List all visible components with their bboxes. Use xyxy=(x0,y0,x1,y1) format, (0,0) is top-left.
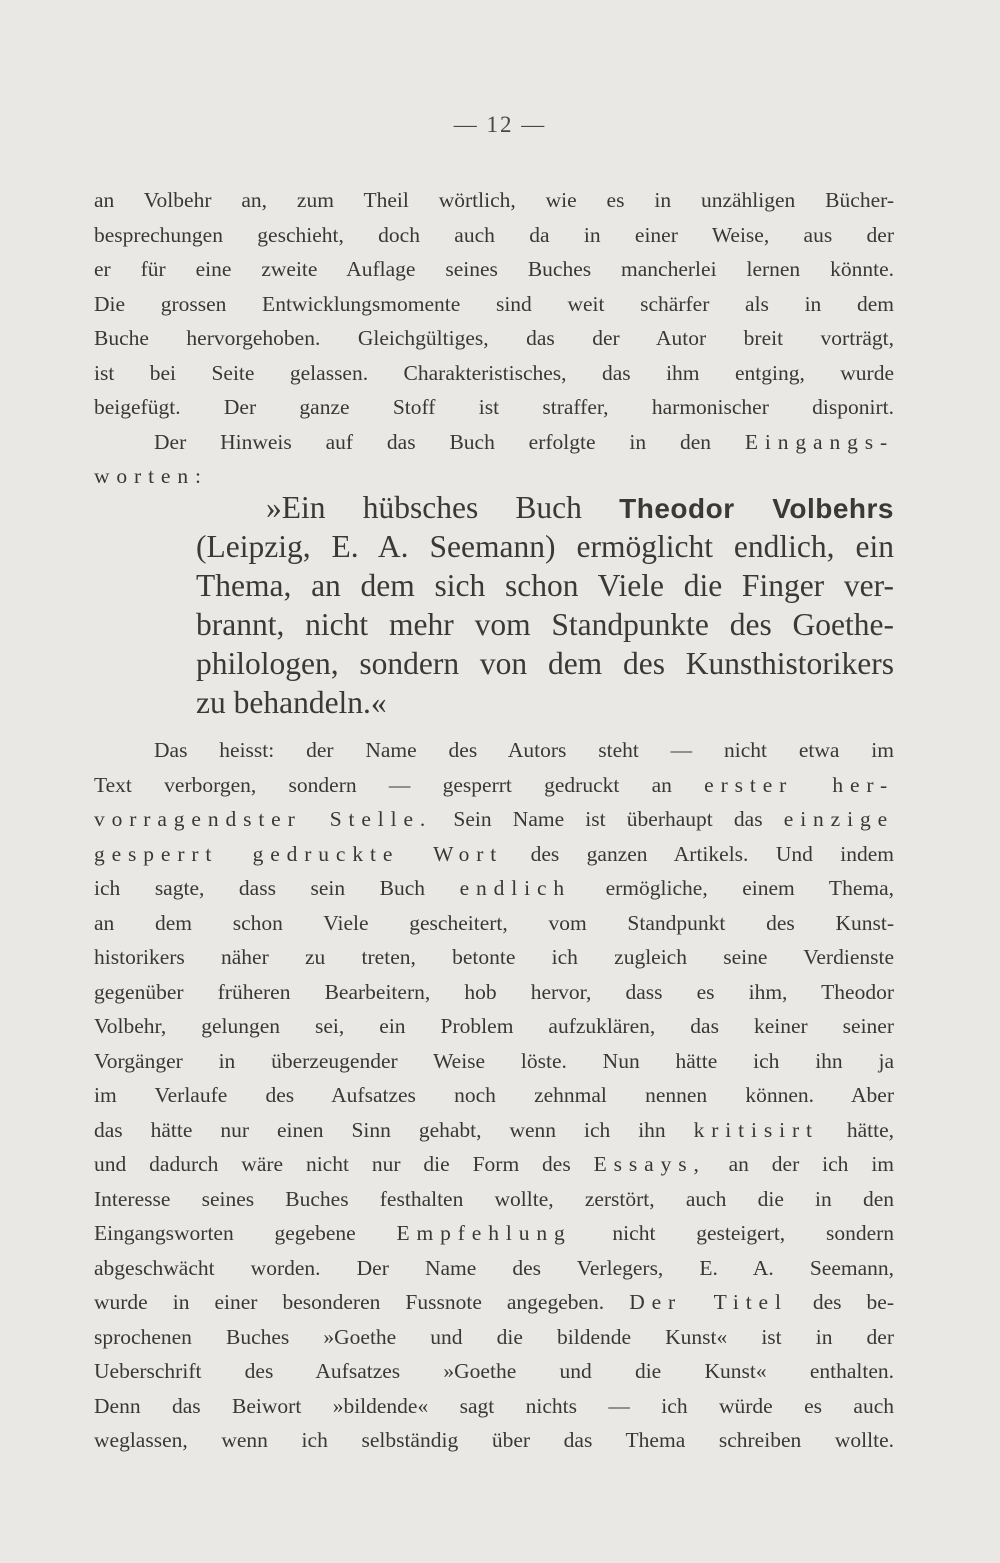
text-fragment: Eingangsworten gegebene xyxy=(94,1221,356,1245)
spaced-text: Der Titel xyxy=(629,1290,788,1314)
text-fragment: hätte, xyxy=(846,1117,894,1142)
text-line: abgeschwächt worden. Der Name des Verlegers, E. A. Seemann, xyxy=(94,1255,894,1280)
text-line xyxy=(94,1285,894,1320)
page-number: — 12 — xyxy=(453,112,547,137)
text-line: ist bei Seite gelassen. Charakteristisches, das ihm entging, wurde xyxy=(94,360,894,385)
spaced-text: endlich xyxy=(459,876,572,900)
spaced-text: kritisirt xyxy=(693,1117,819,1142)
text-fragment: ich sagte, dass sein Buch xyxy=(94,876,426,900)
text-line xyxy=(94,837,894,872)
quote-line: philologen, sondern von dem des Kunsthistorikers xyxy=(196,646,894,681)
text-fragment: wurde in einer besonderen Fussnote angegeben. xyxy=(94,1290,605,1314)
paragraph-3 xyxy=(94,733,894,1458)
quote-line: (Leipzig, E. A. Seemann) ermöglicht endlich, ein xyxy=(196,529,894,564)
text-fragment: des ganzen Artikels. Und indem xyxy=(530,841,895,866)
text-line xyxy=(94,1147,894,1182)
text-fragment: ermögliche, einem Thema, xyxy=(605,876,894,900)
text-line: Buche hervorgehoben. Gleichgültiges, das der Autor breit vorträgt, xyxy=(94,326,894,350)
text-line xyxy=(94,1113,894,1148)
text-fragment: das hätte nur einen Sinn gehabt, wenn ich ihn xyxy=(94,1117,666,1142)
text-line xyxy=(94,802,894,837)
text-line: er für eine zweite Auflage seines Buches mancherlei lernen könnte. xyxy=(94,257,894,281)
text-line: Das heisst: der Name des Autors steht — nicht etwa im xyxy=(154,738,894,762)
text-fragment: : xyxy=(194,464,201,488)
spaced-text: Empfehlung xyxy=(396,1221,572,1245)
text-line: gegenüber früheren Bearbeitern, hob hervor, dass es ihm, Theodor xyxy=(94,979,894,1004)
text-line xyxy=(94,871,894,906)
text-line: beigefügt. Der ganze Stoff ist straffer, harmonischer disponirt. xyxy=(94,395,894,419)
text-line xyxy=(94,1216,894,1251)
spaced-text: gesperrt gedruckte Wort xyxy=(94,841,504,866)
text-fragment: und dadurch wäre nicht nur die Form des xyxy=(94,1152,571,1176)
quote-line xyxy=(196,488,894,527)
spaced-text: erster her- xyxy=(704,772,895,797)
text-line: an Volbehr an, zum Theil wörtlich, wie es in unzähligen Bücher- xyxy=(94,188,894,212)
text-fragment: an der ich im xyxy=(728,1152,895,1176)
text-fragment: Sein Name ist überhaupt das xyxy=(453,807,763,831)
author-name: Theodor Volbehrs xyxy=(619,493,895,524)
text-line: Volbehr, gelungen sei, ein Problem aufzuklären, das keiner seiner xyxy=(94,1014,894,1038)
quotation xyxy=(196,488,894,722)
text-fragment: des be- xyxy=(812,1290,895,1314)
text-line: Denn das Beiwort »bildende« sagt nichts — ich würde es auch xyxy=(94,1393,894,1418)
spaced-text: vorragendster Stelle. xyxy=(94,807,433,831)
quote-line: brannt, nicht mehr vom Standpunkte des Goethe- xyxy=(196,607,894,642)
text-line: im Verlaufe des Aufsatzes noch zehnmal nennen können. Aber xyxy=(94,1083,894,1107)
spaced-text: Essays, xyxy=(593,1152,706,1176)
quote-line: Thema, an dem sich schon Viele die Finger ver- xyxy=(196,568,894,603)
text-line: historikers näher zu treten, betonte ich zugleich seine Verdienste xyxy=(94,945,894,969)
spaced-text: Eingangs- xyxy=(744,429,894,454)
text-line: Vorgänger in überzeugender Weise löste. Nun hätte ich ihn ja xyxy=(94,1048,894,1073)
text-fragment: nicht gesteigert, sondern xyxy=(612,1221,895,1245)
text-line: sprochenen Buches »Goethe und die bildende Kunst« ist in der xyxy=(94,1324,894,1349)
text-line: Die grossen Entwicklungsmomente sind weit schärfer als in dem xyxy=(94,291,894,316)
spaced-text: einzige xyxy=(783,807,895,831)
text-line xyxy=(94,768,894,803)
text-line: weglassen, wenn ich selbständig über das Thema schreiben wollte. xyxy=(94,1428,894,1452)
text-fragment: Der Hinweis auf das Buch erfolgte in den xyxy=(154,429,712,454)
text-line xyxy=(94,425,894,460)
spaced-text: worten xyxy=(94,464,195,488)
quote-line: zu behandeln.« xyxy=(196,685,387,720)
text-line: Ueberschrift des Aufsatzes »Goethe und die Kunst« enthalten. xyxy=(94,1359,894,1383)
text-fragment: »Ein hübsches Buch xyxy=(266,490,582,525)
paragraph-1 xyxy=(94,183,894,494)
text-line: an dem schon Viele gescheitert, vom Standpunkt des Kunst- xyxy=(94,910,894,935)
text-fragment: Text verborgen, sondern — gesperrt gedruckt an xyxy=(94,772,672,797)
text-line: Interesse seines Buches festhalten wollte, zerstört, auch die in den xyxy=(94,1186,894,1211)
text-line: besprechungen geschieht, doch auch da in einer Weise, aus der xyxy=(94,222,894,247)
